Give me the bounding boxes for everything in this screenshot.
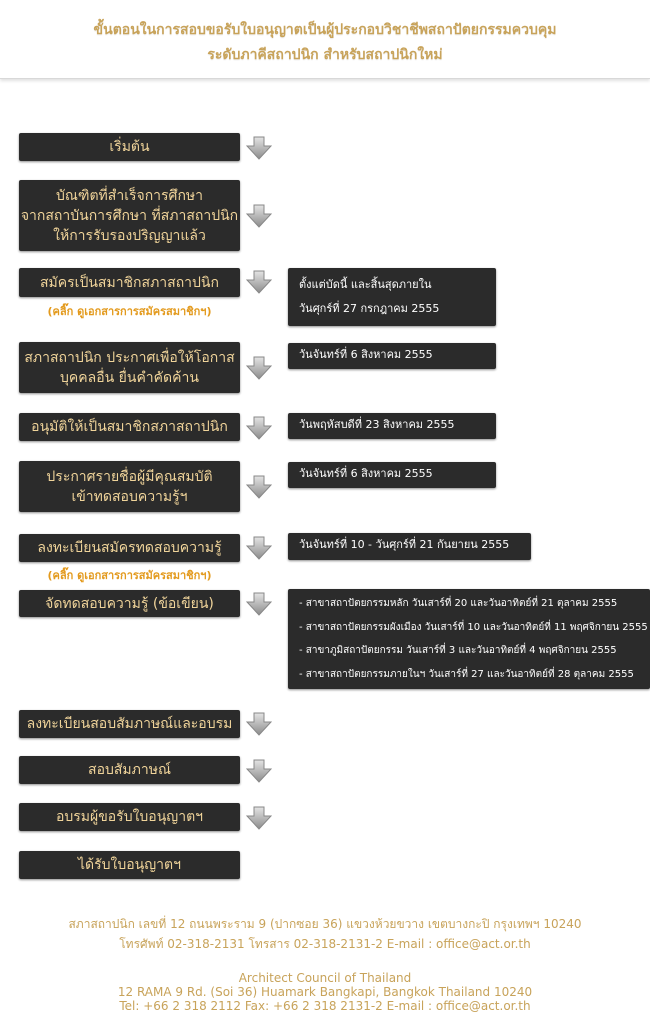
page-subtitle: ระดับภาคีสถาปนิก สำหรับสถาปนิกใหม่ — [207, 47, 443, 63]
footer-thai-contact: โทรศัพท์ 02-318-2131 โทรสาร 02-318-2131-2 E-mail : office@act.or.th — [119, 937, 531, 951]
step-start: เริ่มต้น — [19, 133, 240, 161]
step-written-exam: จัดทดสอบความรู้ (ข้อเขียน) — [19, 590, 240, 617]
footer-en-contact: Tel: +66 2 318 2112 Fax: +66 2 318 2131-2 E-mail : office@act.or.th — [119, 999, 531, 1013]
footer-en-address: 12 RAMA 9 Rd. (Soi 36) Huamark Bangkapi, Bangkok Thailand 10240 — [117, 985, 533, 999]
step-training: อบรมผู้ขอรับใบอนุญาตฯ — [19, 803, 240, 831]
date-apply: ตั้งแต่บัดนี้ และสิ้นสุดภายใน วันศุกร์ที่ 27 กรกฎาคม 2555 — [288, 268, 496, 326]
step-register-exam: ลงทะเบียนสมัครทดสอบความรู้ — [19, 534, 240, 562]
page-header — [0, 0, 650, 79]
membership-docs-link-2[interactable]: (คลิ๊ก ดูเอกสารการสมัครสมาชิกฯ) — [47, 569, 212, 582]
footer-org-name: Architect Council of Thailand — [238, 971, 412, 985]
membership-docs-link[interactable]: (คลิ๊ก ดูเอกสารการสมัครสมาชิกฯ) — [47, 305, 212, 318]
down-arrow-icon — [246, 356, 272, 380]
date-announce: วันจันทร์ที่ 6 สิงหาคม 2555 — [288, 343, 496, 369]
down-arrow-icon — [246, 592, 272, 616]
down-arrow-icon — [246, 536, 272, 560]
page-title: ขั้นตอนในการสอบขอรับใบอนุญาตเป็นผู้ประกอบวิชาชีพสถาปัตยกรรมควบคุม — [93, 22, 557, 38]
step-public-objection: สภาสถาปนิก ประกาศเพื่อให้โอกาส บุคคลอื่น ยื่นคำคัดค้าน — [19, 342, 240, 393]
date-qualified: วันจันทร์ที่ 6 สิงหาคม 2555 — [288, 462, 496, 488]
down-arrow-icon — [246, 806, 272, 830]
date-approve: วันพฤหัสบดีที่ 23 สิงหาคม 2555 — [288, 413, 496, 439]
step-interview: สอบสัมภาษณ์ — [19, 756, 240, 784]
step-graduate: บัณฑิตที่สำเร็จการศึกษา จากสถาบันการศึกษา ที่สภาสถาปนิก ให้การรับรองปริญญาแล้ว — [19, 180, 240, 251]
step-license-granted: ได้รับใบอนุญาตฯ — [19, 851, 240, 879]
down-arrow-icon — [246, 270, 272, 294]
down-arrow-icon — [246, 416, 272, 440]
down-arrow-icon — [246, 204, 272, 228]
footer-thai-address: สภาสถาปนิก เลขที่ 12 ถนนพระราม 9 (ปากซอย 36) แขวงห้วยขวาง เขตบางกะปิ กรุงเทพฯ 10240 — [68, 917, 582, 931]
down-arrow-icon — [246, 712, 272, 736]
step-qualified-list: ประกาศรายชื่อผู้มีคุณสมบัติ เข้าทดสอบความรู้ฯ — [19, 461, 240, 512]
down-arrow-icon — [246, 475, 272, 499]
date-exam-schedule: - สาขาสถาปัตยกรรมหลัก วันเสาร์ที่ 20 และวันอาทิตย์ที่ 21 ตุลาคม 2555 - สาขาสถาปัตยกรรมผังเมือง วันเสาร์ที่ 10 และวันอาทิตย์ที่ 11 พฤศจิกายน 2555 - สาขาภูมิสถาปัตยกรรม วันเสาร์ที่ 3 และวันอาทิตย์ที่ 4 พฤศจิกายน 2555 - สาขาสถาปัตยกรรมภายในฯ วันเสาร์ที่ 27 และวันอาทิตย์ที่ 28 ตุลาคม 2555 — [288, 589, 650, 689]
step-apply-membership: สมัครเป็นสมาชิกสภาสถาปนิก — [19, 268, 240, 297]
step-register-interview: ลงทะเบียนสอบสัมภาษณ์และอบรม — [19, 710, 240, 738]
down-arrow-icon — [246, 136, 272, 160]
step-approve-member: อนุมัติให้เป็นสมาชิกสภาสถาปนิก — [19, 413, 240, 441]
down-arrow-icon — [246, 759, 272, 783]
date-register: วันจันทร์ที่ 10 - วันศุกร์ที่ 21 กันยายน 2555 — [288, 533, 531, 560]
